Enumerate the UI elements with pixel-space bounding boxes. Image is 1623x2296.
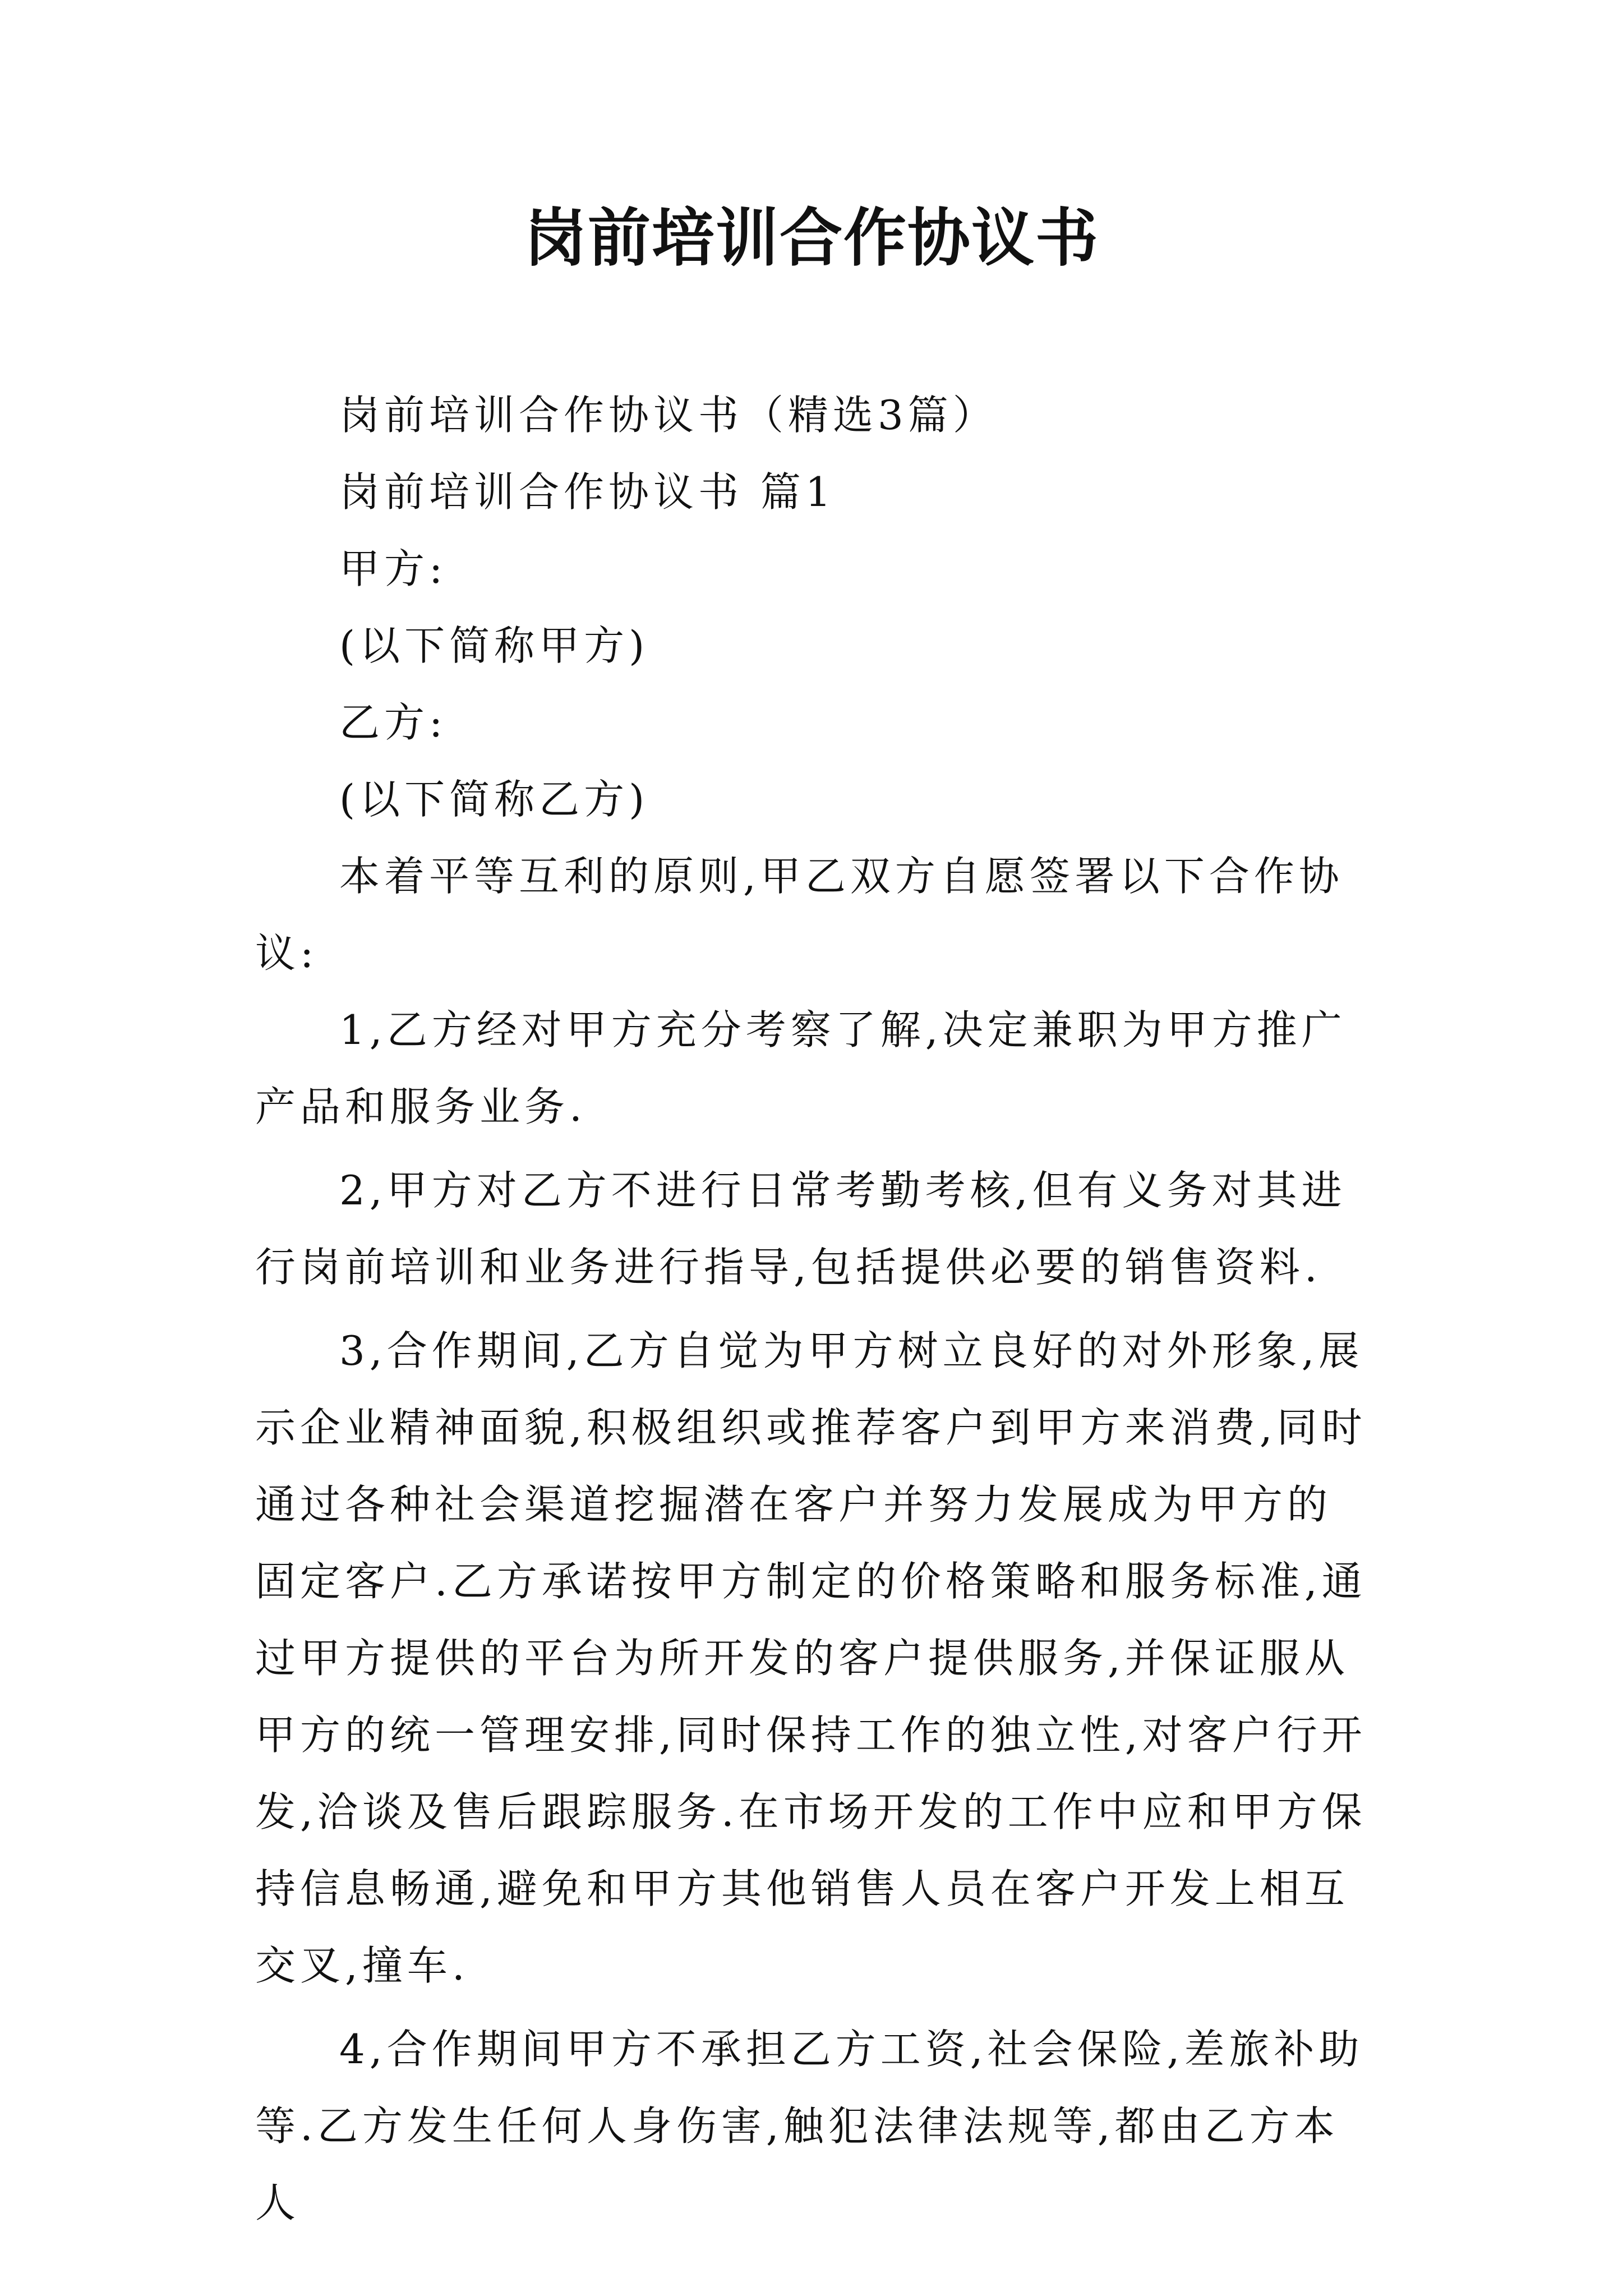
- document-body: [255, 377, 1371, 2242]
- paragraph-preamble: 本着平等互利的原则,甲乙双方自愿签署以下合作协议:: [255, 853, 1344, 977]
- paragraph-clause-2: 2,甲方对乙方不进行日常考勤考核,但有义务对其进行岗前培训和业务进行指导,包括提供必要的销售资料.: [255, 1167, 1347, 1291]
- document-title: 岗前培训合作协议书: [524, 201, 1099, 275]
- paragraph-clause-1: 1,乙方经对甲方充分考察了解,决定兼职为甲方推广产品和服务业务.: [255, 1006, 1347, 1130]
- paragraph-party-b: 乙方:: [339, 699, 448, 746]
- paragraph-clause-4: 4,合作期间甲方不承担乙方工资,社会保险,差旅补助等.乙方发生任何人身伤害,触犯法律法规等,都由乙方本人: [255, 2026, 1364, 2226]
- paragraph-collection-heading: 岗前培训合作协议书（精选3篇）: [339, 392, 998, 439]
- paragraph-party-b-note: (以下简称乙方): [339, 776, 649, 823]
- paragraph-part-heading: 岗前培训合作协议书 篇1: [339, 468, 836, 516]
- paragraph-party-a: 甲方:: [339, 545, 448, 592]
- paragraph-party-a-note: (以下简称甲方): [339, 622, 649, 669]
- paragraph-clause-3: 3,合作期间,乙方自觉为甲方树立良好的对外形象,展示企业精神面貌,积极组织或推荐客户到甲方来消费,同时通过各种社会渠道挖掘潜在客户并努力发展成为甲方的固定客户.乙方承诺按甲方制定的价格策略和服务标准,通过甲方提供的平台为所开发的客户提供服务,并保证服从甲方的统一管理安排,同时保持工作的独立性,对客户行开发,洽谈及售后跟踪服务.在市场开发的工作中应和甲方保持信息畅通,避免和甲方其他销售人员在客户开发上相互交叉,撞车.: [255, 1327, 1367, 1989]
